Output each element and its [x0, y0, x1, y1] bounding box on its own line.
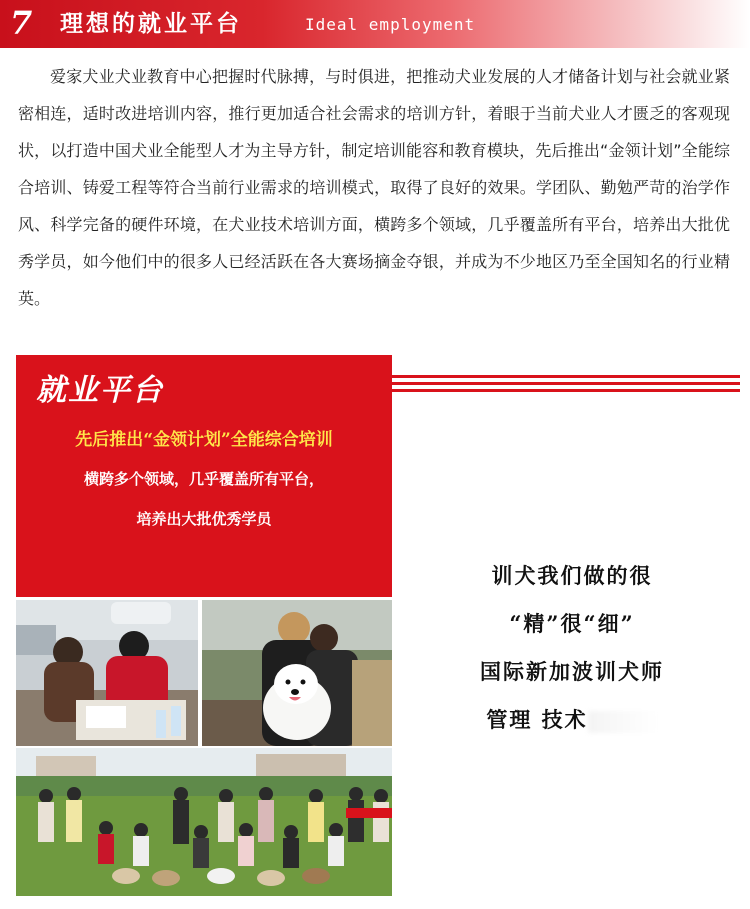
slogan-line: 国际新加波训犬师 — [480, 659, 664, 684]
panel-line: 横跨多个领域，几乎覆盖所有平台， — [83, 470, 324, 488]
slogan-line: 管理 技术 — [486, 707, 588, 732]
blurred-patch — [588, 711, 658, 733]
panel-highlight-line: 先后推出“金领计划”全能综合培训 — [75, 430, 333, 450]
section-subtitle: Ideal employment — [305, 15, 476, 34]
slogan-line-container — [422, 696, 722, 744]
section-number: 7 — [10, 4, 33, 42]
platform-panel — [16, 355, 392, 597]
section-header — [0, 0, 750, 48]
photo-registration — [16, 600, 198, 746]
photo-samoyed — [202, 600, 392, 746]
photo-group — [16, 748, 392, 896]
panel-line: 培养出大批优秀学员 — [136, 510, 272, 528]
intro-paragraph: 爱家犬业犬业教育中心把握时代脉搏，与时俱进，把推动犬业发展的人才储备计划与社会就业紧密相连，适时改进培训内容，推行更加适合社会需求的培训方针，着眼于当前犬业人才匮乏的客观现状，以打造中国犬业全能型人才为主导方针，制定培训能容和教育模块，先后推出“金领计划”全能综合培训、铸爱工程等符合当前行业需求的培训模式，取得了良好的效果。学团队、勤勉严苛的治学作风、科学完备的硬件环境，在犬业技术培训方面，横跨多个领域，几乎覆盖所有平台，培养出大批优秀学员，如今他们中的很多人已经活跃在各大赛场摘金夺银，并成为不少地区乃至全国知名的行业精英。 — [18, 67, 730, 308]
panel-heading: 就业平台 — [36, 373, 164, 408]
section-title: 理想的就业平台 — [60, 11, 242, 37]
slogan-line: 训犬我们做的很 — [491, 563, 653, 588]
slogan-line: “精”很“细” — [509, 611, 635, 636]
training-slogan — [422, 552, 722, 744]
